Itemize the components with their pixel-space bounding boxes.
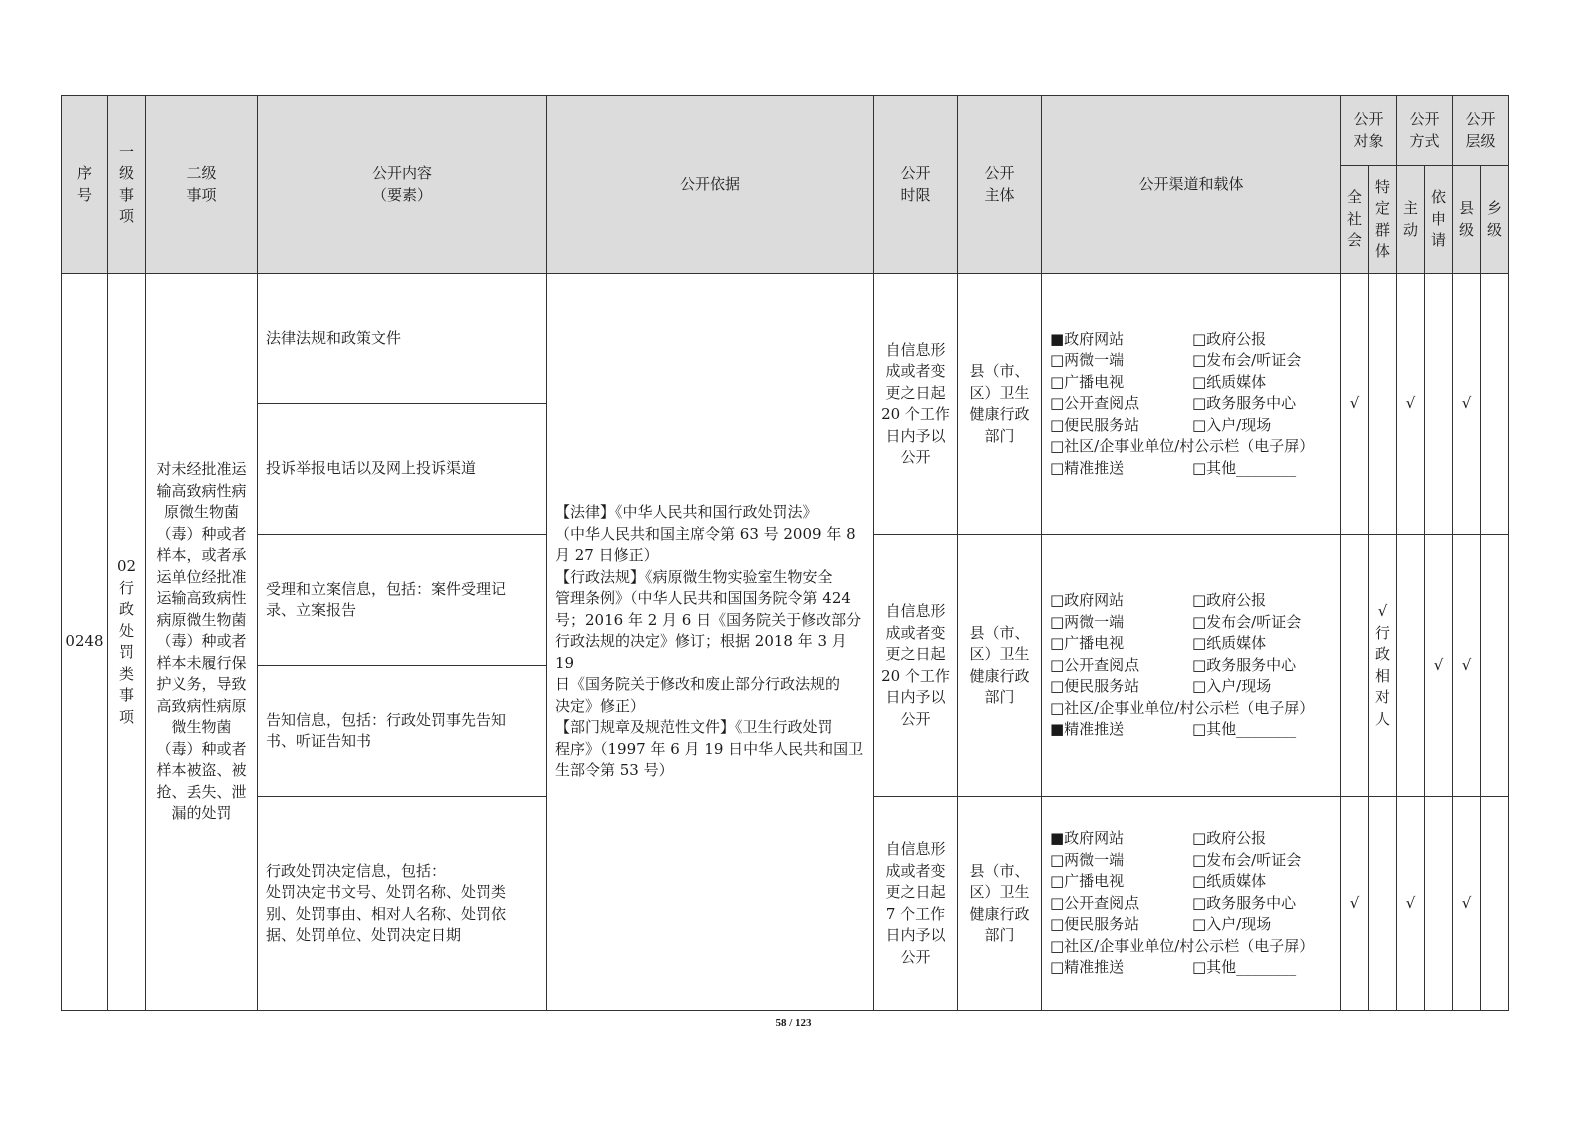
header-level1: 一 级 事 项 bbox=[108, 96, 146, 274]
content-line: 据、处罚单位、处罚决定日期 bbox=[266, 926, 462, 944]
channel-option: □政务服务中心 bbox=[1192, 394, 1297, 413]
channel-option: ■政府网站 bbox=[1050, 329, 1125, 348]
header-level2: 二级 事项 bbox=[146, 96, 258, 274]
header-method: 公开 方式 bbox=[1397, 96, 1453, 166]
channel-option: □广播电视 bbox=[1050, 372, 1125, 391]
content-line: 告知信息，包括：行政处罚事先告知 bbox=[266, 710, 507, 729]
channel-option: □其他________ bbox=[1192, 958, 1297, 977]
basis-line: 【法律】《中华人民共和国行政处罚法》 bbox=[555, 503, 818, 522]
channel-option: □发布会/听证会 bbox=[1192, 850, 1302, 869]
channel-option: □入户/现场 bbox=[1192, 915, 1272, 934]
mark-county: √ bbox=[1453, 274, 1481, 535]
mark-active bbox=[1397, 535, 1425, 797]
mark-county: √ bbox=[1453, 535, 1481, 797]
mark-county: √ bbox=[1453, 797, 1481, 1011]
mark-township bbox=[1481, 797, 1509, 1011]
channel-option: □精准推送 bbox=[1050, 958, 1125, 977]
header-channels: 公开渠道和载体 bbox=[1042, 96, 1341, 274]
channel-option: □政府公报 bbox=[1192, 329, 1267, 348]
basis-line: 月 27 日修正） bbox=[555, 546, 659, 565]
basis-line: 【行政法规】《病原微生物实验室生物安全 bbox=[555, 567, 833, 586]
row-level2: 对未经批准运 输高致病性病 原微生物菌 （毒）种或者 样本，或者承 运单位经批准 运输高致病性 病原微生物菌 （毒）种或者 样本未履行保 护义务，导致 高致病性病原 微生物菌 （毒）种或者 样本被盗、被 抢、丢失、泄 漏的处罚 bbox=[146, 274, 258, 1011]
channel-option: □政务服务中心 bbox=[1192, 655, 1297, 674]
time-limit-cell: 自信息形 成或者变 更之日起 20 个工作 日内予以 公开 bbox=[874, 274, 958, 535]
channels-cell bbox=[1042, 797, 1341, 1011]
content-line: 行政处罚决定信息，包括： bbox=[266, 861, 447, 880]
channel-option: □公开查阅点 bbox=[1050, 394, 1140, 413]
channel-option: □其他________ bbox=[1192, 720, 1297, 739]
mark-on-request bbox=[1425, 274, 1453, 535]
content-line: 书、听证告知书 bbox=[266, 732, 372, 750]
header-county: 县 级 bbox=[1453, 166, 1481, 274]
channel-option: □政务服务中心 bbox=[1192, 893, 1297, 912]
content-cell bbox=[258, 797, 547, 1011]
header-content: 公开内容 （要素） bbox=[258, 96, 547, 274]
basis-line: 行政法规的决定》修订；根据 2018 年 3 月 19 bbox=[555, 632, 847, 672]
channel-option: □便民服务站 bbox=[1050, 415, 1140, 434]
row-seq: 0248 bbox=[62, 274, 108, 1011]
mark-township bbox=[1481, 274, 1509, 535]
channel-option: □两微一端 bbox=[1050, 351, 1125, 370]
header-time-limit: 公开 时限 bbox=[874, 96, 958, 274]
channel-option: □纸质媒体 bbox=[1192, 634, 1267, 653]
content-line: 录、立案报告 bbox=[266, 601, 357, 619]
channel-option: □社区/企事业单位/村公示栏（电子屏） bbox=[1050, 936, 1315, 955]
channel-option: □政府公报 bbox=[1192, 591, 1267, 610]
channel-option: □纸质媒体 bbox=[1192, 872, 1267, 891]
header-level: 公开 层级 bbox=[1453, 96, 1509, 166]
content-line: 受理和立案信息，包括：案件受理记 bbox=[266, 579, 507, 598]
channel-option: □广播电视 bbox=[1050, 872, 1125, 891]
mark-active: √ bbox=[1397, 797, 1425, 1011]
row-level1: 02 行 政 处 罚 类 事 项 bbox=[108, 274, 146, 1011]
content-line: 处罚决定书文号、处罚名称、处罚类 bbox=[266, 883, 507, 901]
channel-option: □便民服务站 bbox=[1050, 677, 1140, 696]
mark-on-request bbox=[1425, 797, 1453, 1011]
basis-cell bbox=[547, 274, 874, 1011]
channel-option: □入户/现场 bbox=[1192, 677, 1272, 696]
basis-line: （中华人民共和国主席令第 63 号 2009 年 8 bbox=[555, 524, 856, 543]
channel-option: □两微一端 bbox=[1050, 612, 1125, 631]
mark-active: √ bbox=[1397, 274, 1425, 535]
channel-option: □政府网站 bbox=[1050, 591, 1125, 610]
basis-line: 日《国务院关于修改和废止部分行政法规的 bbox=[555, 675, 841, 694]
header-specific-group: 特 定 群 体 bbox=[1369, 166, 1397, 274]
time-limit-cell: 自信息形 成或者变 更之日起 7 个工作 日内予以 公开 bbox=[874, 797, 958, 1011]
content-cell bbox=[258, 666, 547, 797]
basis-line: 【部门规章及规范性文件】《卫生行政处罚 bbox=[555, 718, 833, 737]
channel-option: ■精准推送 bbox=[1050, 720, 1125, 739]
channel-option: □公开查阅点 bbox=[1050, 893, 1140, 912]
channels-cell bbox=[1042, 535, 1341, 797]
channel-option: □其他________ bbox=[1192, 458, 1297, 477]
mark-specific-group bbox=[1369, 274, 1397, 535]
subject-cell: 县（市、 区）卫生 健康行政 部门 bbox=[958, 797, 1042, 1011]
channel-option: □广播电视 bbox=[1050, 634, 1125, 653]
channel-option: □纸质媒体 bbox=[1192, 372, 1267, 391]
page-number: 58 / 123 bbox=[775, 1017, 812, 1029]
channel-option: □公开查阅点 bbox=[1050, 655, 1140, 674]
mark-specific-group: √ 行 政 相 对 人 bbox=[1369, 535, 1397, 797]
basis-line: 生部令第 53 号） bbox=[555, 761, 674, 780]
channel-option: □发布会/听证会 bbox=[1192, 351, 1302, 370]
channel-option: ■政府网站 bbox=[1050, 829, 1125, 848]
mark-township bbox=[1481, 535, 1509, 797]
mark-specific-group bbox=[1369, 797, 1397, 1011]
header-all-society: 全 社 会 bbox=[1341, 166, 1369, 274]
header-active: 主 动 bbox=[1397, 166, 1425, 274]
mark-all-society: √ bbox=[1341, 797, 1369, 1011]
header-seq: 序 号 bbox=[62, 96, 108, 274]
channel-option: □发布会/听证会 bbox=[1192, 612, 1302, 631]
header-target: 公开 对象 bbox=[1341, 96, 1397, 166]
basis-line: 程序》（1997 年 6 月 19 日中华人民共和国卫 bbox=[555, 739, 864, 758]
content-cell bbox=[258, 535, 547, 666]
content-line: 法律法规和政策文件 bbox=[266, 328, 402, 347]
content-line: 别、处罚事由、相对人名称、处罚依 bbox=[266, 904, 507, 923]
header-subject: 公开 主体 bbox=[958, 96, 1042, 274]
basis-line: 号；2016 年 2 月 6 日《国务院关于修改部分 bbox=[555, 610, 862, 629]
channel-option: □社区/企事业单位/村公示栏（电子屏） bbox=[1050, 437, 1315, 456]
time-limit-cell: 自信息形 成或者变 更之日起 20 个工作 日内予以 公开 bbox=[874, 535, 958, 797]
content-cell bbox=[258, 274, 547, 404]
channel-option: □社区/企事业单位/村公示栏（电子屏） bbox=[1050, 698, 1315, 717]
content-cell bbox=[258, 404, 547, 535]
channels-cell bbox=[1042, 274, 1341, 535]
mark-on-request: √ bbox=[1425, 535, 1453, 797]
header-township: 乡 级 bbox=[1481, 166, 1509, 274]
mark-all-society: √ bbox=[1341, 274, 1369, 535]
basis-line: 决定》修正） bbox=[555, 696, 646, 715]
header-basis: 公开依据 bbox=[547, 96, 874, 274]
subject-cell: 县（市、 区）卫生 健康行政 部门 bbox=[958, 274, 1042, 535]
mark-all-society bbox=[1341, 535, 1369, 797]
header-on-request: 依 申 请 bbox=[1425, 166, 1453, 274]
subject-cell: 县（市、 区）卫生 健康行政 部门 bbox=[958, 535, 1042, 797]
disclosure-table bbox=[61, 95, 1509, 1011]
basis-line: 管理条例》（中华人民共和国国务院令第 424 bbox=[555, 589, 851, 608]
channel-option: □精准推送 bbox=[1050, 458, 1125, 477]
channel-option: □政府公报 bbox=[1192, 829, 1267, 848]
content-line: 投诉举报电话以及网上投诉渠道 bbox=[266, 459, 477, 478]
channel-option: □入户/现场 bbox=[1192, 415, 1272, 434]
channel-option: □两微一端 bbox=[1050, 850, 1125, 869]
channel-option: □便民服务站 bbox=[1050, 915, 1140, 934]
